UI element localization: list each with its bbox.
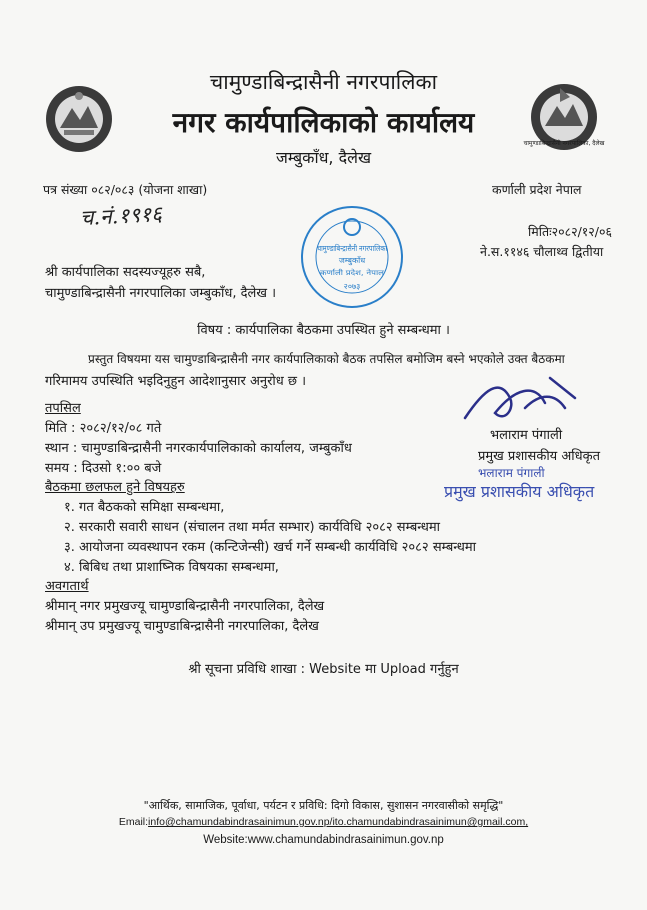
letter-date: मितिः२०८२/१२/०६ (528, 224, 613, 239)
signatory-stamp-title: प्रमुख प्रशासकीय अधिकृत (444, 482, 595, 501)
body-line-2: गरिमामय उपस्थिति भइदिनुहुन आदेशानुसार अनुरोध छ । (45, 374, 307, 389)
meeting-place: स्थान : चामुण्डाबिन्द्रासैनी नगरकार्यपालिकाको कार्यालय, जम्बुकाँध (45, 441, 352, 456)
subject-line: विषय : कार्यपालिका बैठकमा उपस्थित हुने सम्बन्धमा । (197, 323, 450, 338)
footer-slogan: "आर्थिक, सामाजिक, पूर्वाधा, पर्यटन र प्रविधि: दिगो विकास, सुशासन नगरवासीको समृद्धि" (143, 799, 504, 812)
agenda-item: १. गत बैठकको समिक्षा सम्बन्धमा, (64, 500, 225, 515)
agenda-item: २. सरकारी सवारी साधन (संचालन तथा मर्मत सम्भार) कार्यविधि २०८२ सम्बन्धमा (64, 520, 440, 535)
letter-number: पत्र संख्या ०८२/०८३ (योजना शाखा) (43, 182, 208, 197)
footer-website[interactable]: Website:www.chamundabindrasainimun.gov.np (203, 834, 444, 846)
emblem-caption: चामुण्डाबिन्द्रासैनी नगरपालिका, दैलेख (523, 140, 605, 147)
footer-email-label: Email: (118, 816, 149, 828)
office-name: नगर कार्यपालिकाको कार्यालय (172, 106, 475, 139)
tapsil-heading: तपसिल (45, 401, 81, 416)
cc-line-2: श्रीमान् उप प्रमुखज्यू चामुण्डाबिन्द्रासैनी नगरपालिका, दैलेख (45, 619, 319, 634)
agenda-item: ३. आयोजना व्यवस्थापन रकम (कन्टिजेन्सी) खर्च गर्ने सम्बन्धी कार्यविधि २०८२ सम्बन्धमा (64, 540, 476, 555)
signatory-stamp-name: भलाराम पंगाली (478, 466, 545, 480)
cc-heading: अवगतार्थ (45, 579, 89, 594)
it-section-note: श्री सूचना प्रविधि शाखा : Website मा Upload गर्नुहुन (188, 662, 459, 677)
agenda-item: ४. बिबिध तथा प्राशाष्निक विषयका सम्बन्धमा, (64, 560, 279, 575)
signatory-title: प्रमुख प्रशासकीय अधिकृत (478, 449, 601, 464)
cc-line-1: श्रीमान् नगर प्रमुखज्यू चामुण्डाबिन्द्रासैनी नगरपालिका, दैलेख (45, 599, 325, 614)
meeting-time: समय : दिउसो १:०० बजे (45, 461, 162, 476)
meeting-date: मिति : २०८२/१२/०८ गते (45, 421, 162, 436)
recipient-line-1: श्री कार्यपालिका सदस्यज्यूहरु सबै, (45, 265, 206, 280)
recipient-line-2: चामुण्डाबिन्द्रासैनी नगरपालिका जम्बुकाँध, दैलेख । (45, 286, 277, 301)
stamp-text-bottom: कर्णाली प्रदेश, नेपाल (320, 269, 373, 277)
footer-email-value[interactable]: info@chamundabindrasainimun.gov.np/ito.chamundabindrasainimun@gmail.com, (148, 816, 529, 828)
agenda-heading: बैठकमा छलफल हुने विषयहरु (45, 480, 185, 495)
footer-email-line (0, 816, 647, 828)
dispatch-number-handwritten: च.नं.१९१६ (79, 201, 163, 231)
stamp-year: २०७३ (343, 282, 361, 291)
signatory-name: भलाराम पंगाली (490, 428, 563, 443)
municipality-name: चामुण्डाबिन्द्रासैनी नगरपालिका (209, 70, 438, 94)
nepal-sambat-date: ने.स.११४६ चौलाथ्व द्वितीया (480, 244, 604, 259)
province-label: कर्णाली प्रदेश नेपाल (492, 182, 582, 197)
body-line-1: प्रस्तुत विषयमा यस चामुण्डाबिन्द्रासैनी नगर कार्यपालिकाको बैठक तपसिल बमोजिम बस्ने भएकोले उक्त बैठकमा (88, 352, 565, 366)
stamp-text-middle: जम्बुकाँध (338, 256, 366, 265)
office-stamp (298, 203, 406, 311)
office-address: जम्बुकाँध, दैलेख (275, 148, 372, 167)
stamp-text-top: चामुण्डाबिन्द्रासैनी नगरपालिका (317, 244, 404, 253)
